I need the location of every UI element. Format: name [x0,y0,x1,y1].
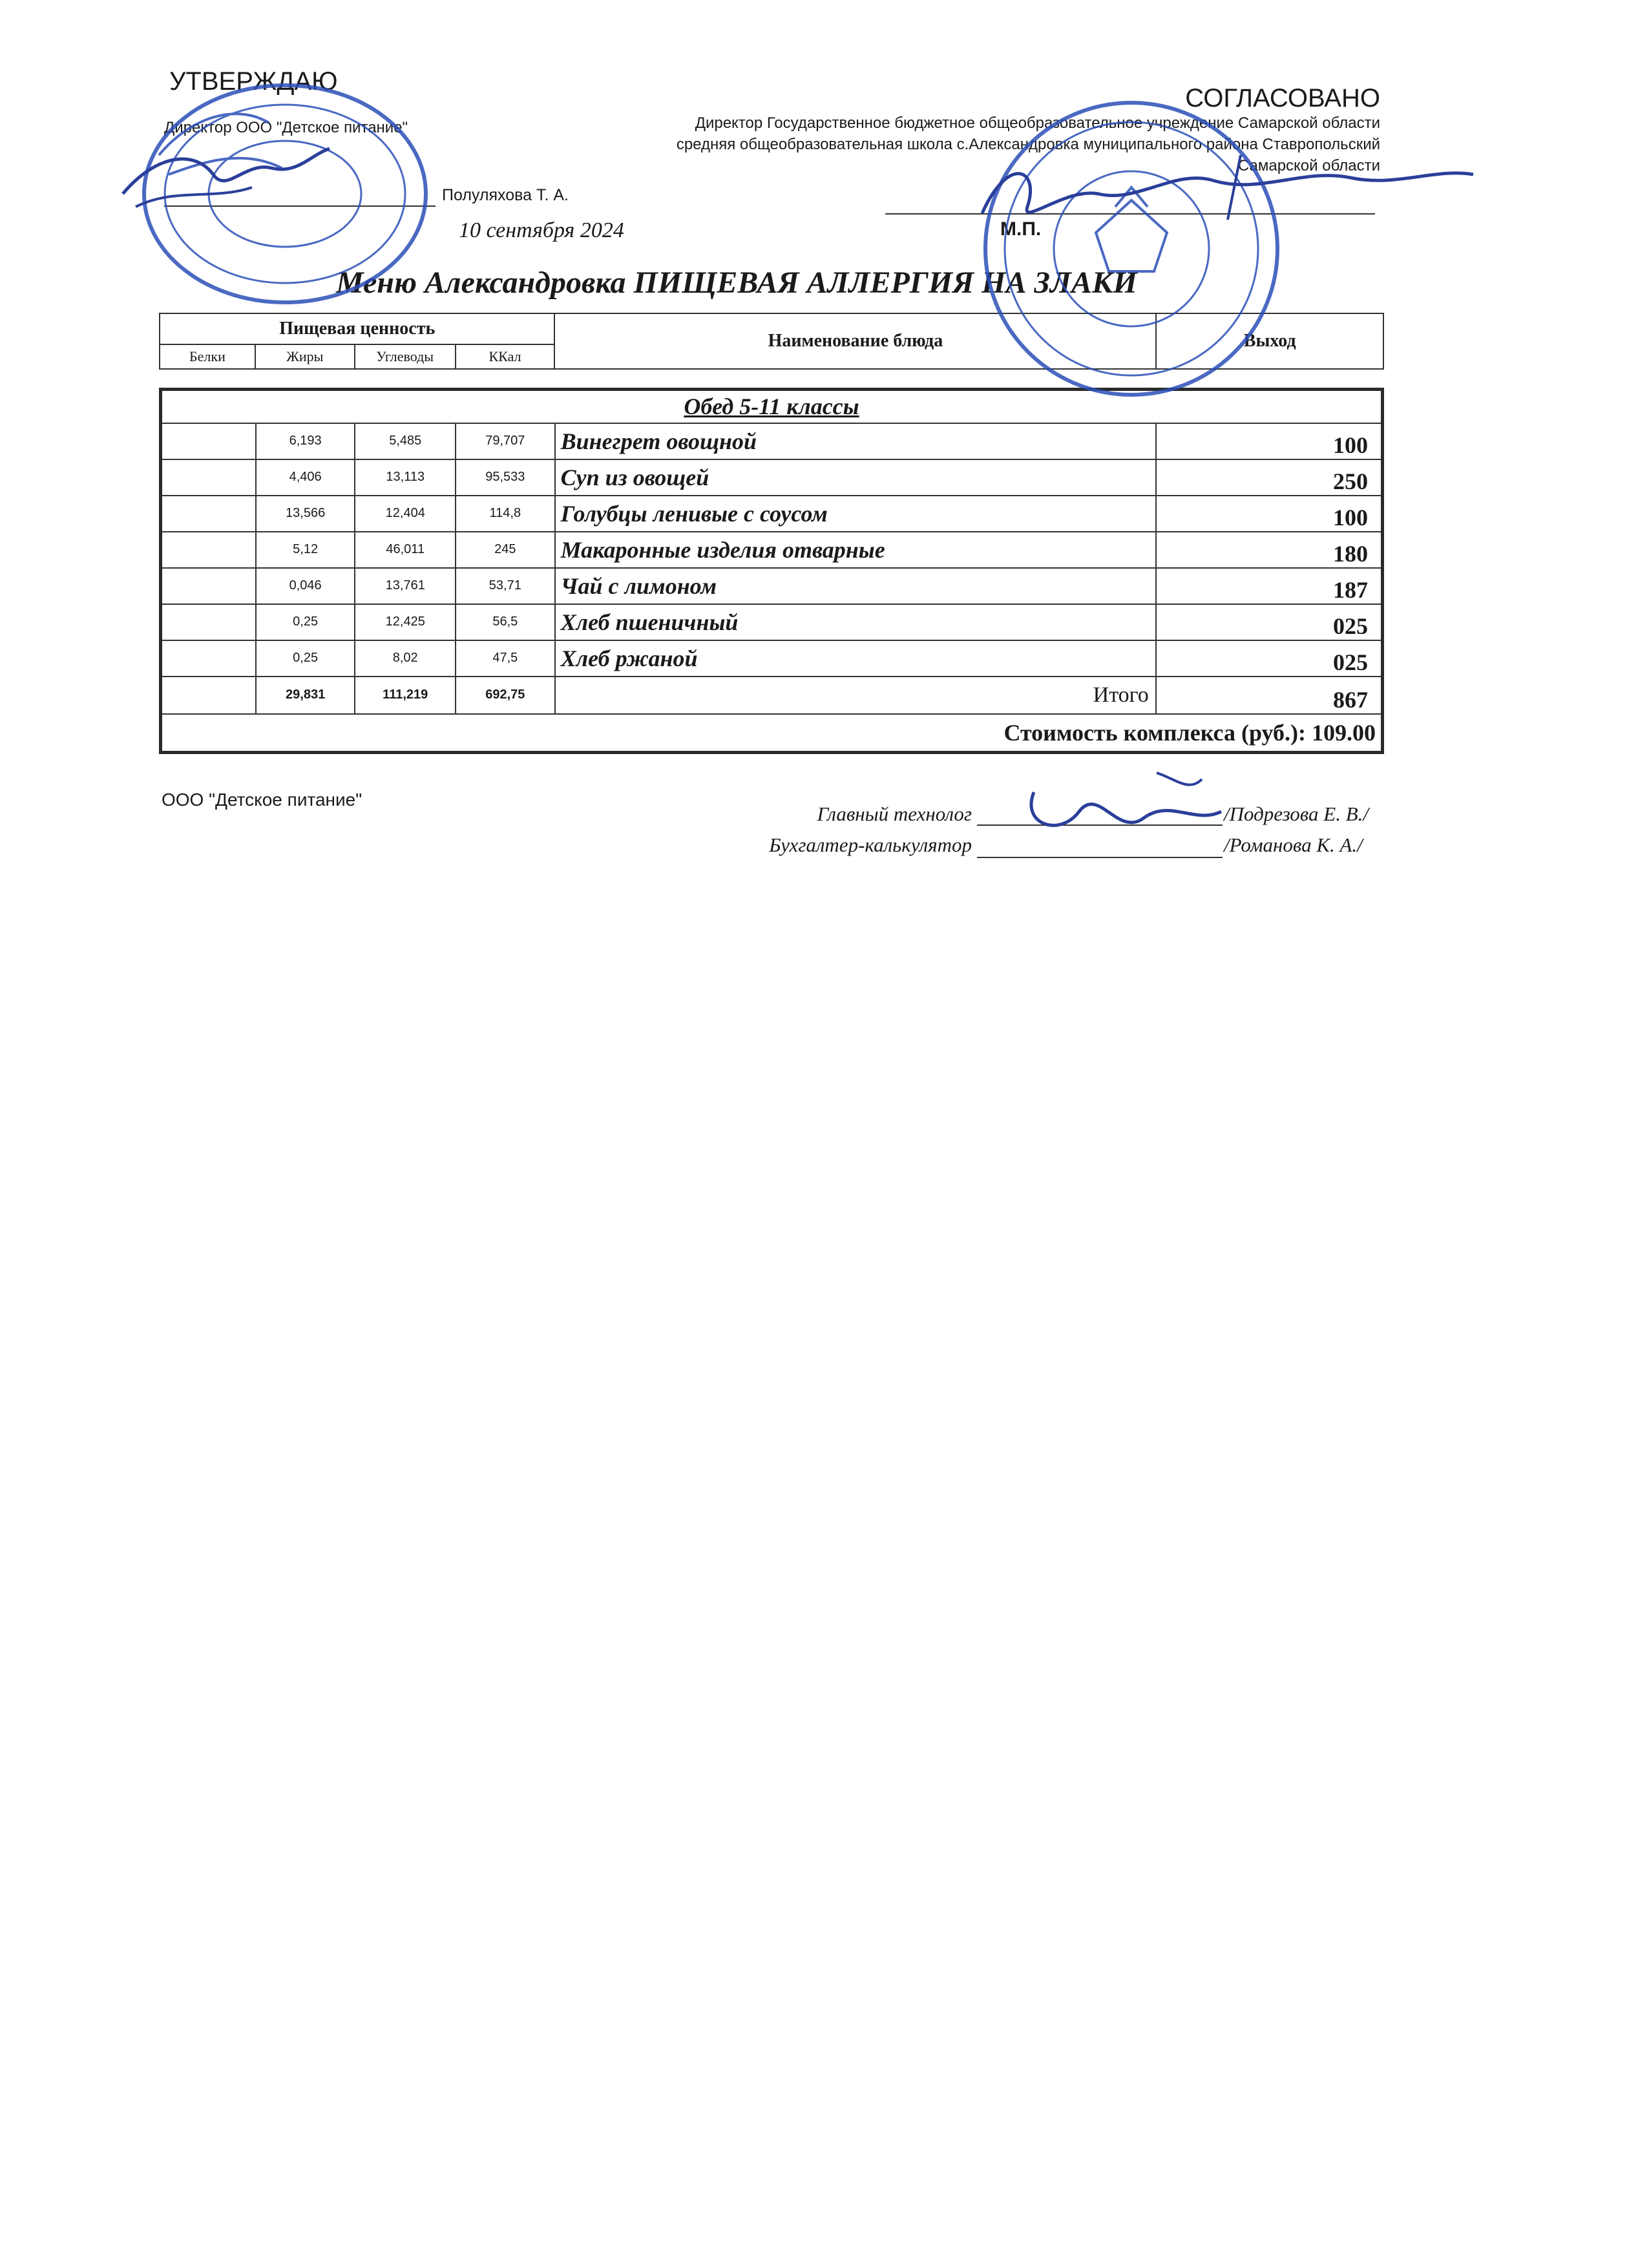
agree-description: Директор Государственное бюджетное общеобразовательное учреждение Самарской области средняя общеобразовательная школа с.Александровка муниципального района Ставропольский Самарской области [676,114,1380,174]
cell-carbs: 5,485 [355,423,456,459]
cell-fats: 0,25 [256,604,355,640]
cell-kcal: 56,5 [456,604,555,640]
cell-fats: 0,25 [256,640,355,677]
tech-label: Главный технолог [817,803,972,825]
cell-fats: 4,406 [256,459,355,496]
tech-name: /Подрезова Е. В./ [1224,803,1369,825]
complex-cost: Стоимость комплекса (руб.): 109.00 [161,714,1383,753]
cell-dish-name: Хлеб ржаной [555,640,1156,677]
table-row [161,640,1383,677]
cell-kcal: 53,71 [456,568,555,604]
cell-carbs: 12,404 [355,496,456,532]
table-row [161,496,1383,532]
header-dish-name: Наименование блюда [554,313,1156,369]
cell-yield: 100 [1156,423,1383,459]
header-kcal: ККал [456,344,555,369]
menu-table [159,388,1384,754]
cell-dish-name: Суп из овощей [555,459,1156,496]
cell-dish-name: Голубцы ленивые с соусом [555,496,1156,532]
cell-yield: 025 [1156,604,1383,640]
cell-proteins [161,604,256,640]
cell-yield: 250 [1156,459,1383,496]
header-yield: Выход [1156,313,1383,369]
cell-fats: 6,193 [256,423,355,459]
cell-fats: 5,12 [256,532,355,568]
stamp-mark: М.П. [1000,218,1042,240]
header-proteins: Белки [160,344,255,369]
cell-dish-name: Макаронные изделия отварные [555,532,1156,568]
cell-proteins [161,459,256,496]
cell-dish-name: Винегрет овощной [555,423,1156,459]
table-row [161,459,1383,496]
acc-name: /Романова К. А./ [1224,834,1363,856]
total-fats: 29,831 [256,677,355,714]
cell-dish-name: Чай с лимоном [555,568,1156,604]
cell-proteins [161,496,256,532]
cell-carbs: 12,425 [355,604,456,640]
tech-signature-icon [1008,766,1228,857]
cell-carbs: 13,761 [355,568,456,604]
table-row [161,568,1383,604]
table-row [161,604,1383,640]
cell-carbs: 8,02 [355,640,456,677]
section-title: Обед 5-11 классы [161,390,1383,423]
table-row [161,532,1383,568]
header-carbs: Углеводы [355,344,456,369]
cell-proteins [161,423,256,459]
cell-kcal: 47,5 [456,640,555,677]
header-fats: Жиры [255,344,355,369]
cell-carbs: 13,113 [355,459,456,496]
cell-proteins [161,640,256,677]
acc-signature-line [977,857,1223,858]
acc-label: Бухгалтер-калькулятор [769,834,972,856]
cell-yield: 180 [1156,532,1383,568]
cell-fats: 0,046 [256,568,355,604]
approve-role: Директор ООО "Детское питание" [164,119,408,136]
cell-dish-name: Хлеб пшеничный [555,604,1156,640]
header-nutrition: Пищевая ценность [160,313,554,344]
table-row [161,423,1383,459]
cell-proteins [161,532,256,568]
cell-kcal: 114,8 [456,496,555,532]
approve-date: 10 сентября 2024 [459,218,624,242]
cell-kcal: 95,533 [456,459,555,496]
total-proteins [161,677,256,714]
cell-yield: 187 [1156,568,1383,604]
cell-yield: 100 [1156,496,1383,532]
total-carbs: 111,219 [355,677,456,714]
total-label: Итого [555,677,1156,714]
approve-name: Полуляхова Т. А. [442,186,569,204]
approve-title: УТВЕРЖДАЮ [169,67,338,96]
agree-title: СОГЛАСОВАНО [1185,84,1380,112]
cell-kcal: 79,707 [456,423,555,459]
cell-fats: 13,566 [256,496,355,532]
cell-proteins [161,568,256,604]
cell-yield: 025 [1156,640,1383,677]
total-kcal: 692,75 [456,677,555,714]
footer-org: ООО "Детское питание" [162,790,362,810]
total-yield: 867 [1156,677,1383,714]
agree-signature-icon [969,142,1486,233]
menu-title: Меню Александровка ПИЩЕВАЯ АЛЛЕРГИЯ НА ЗЛАКИ [336,266,1137,300]
approve-signature-icon [116,136,336,220]
cell-kcal: 245 [456,532,555,568]
totals-row [161,677,1383,714]
cell-carbs: 46,011 [355,532,456,568]
